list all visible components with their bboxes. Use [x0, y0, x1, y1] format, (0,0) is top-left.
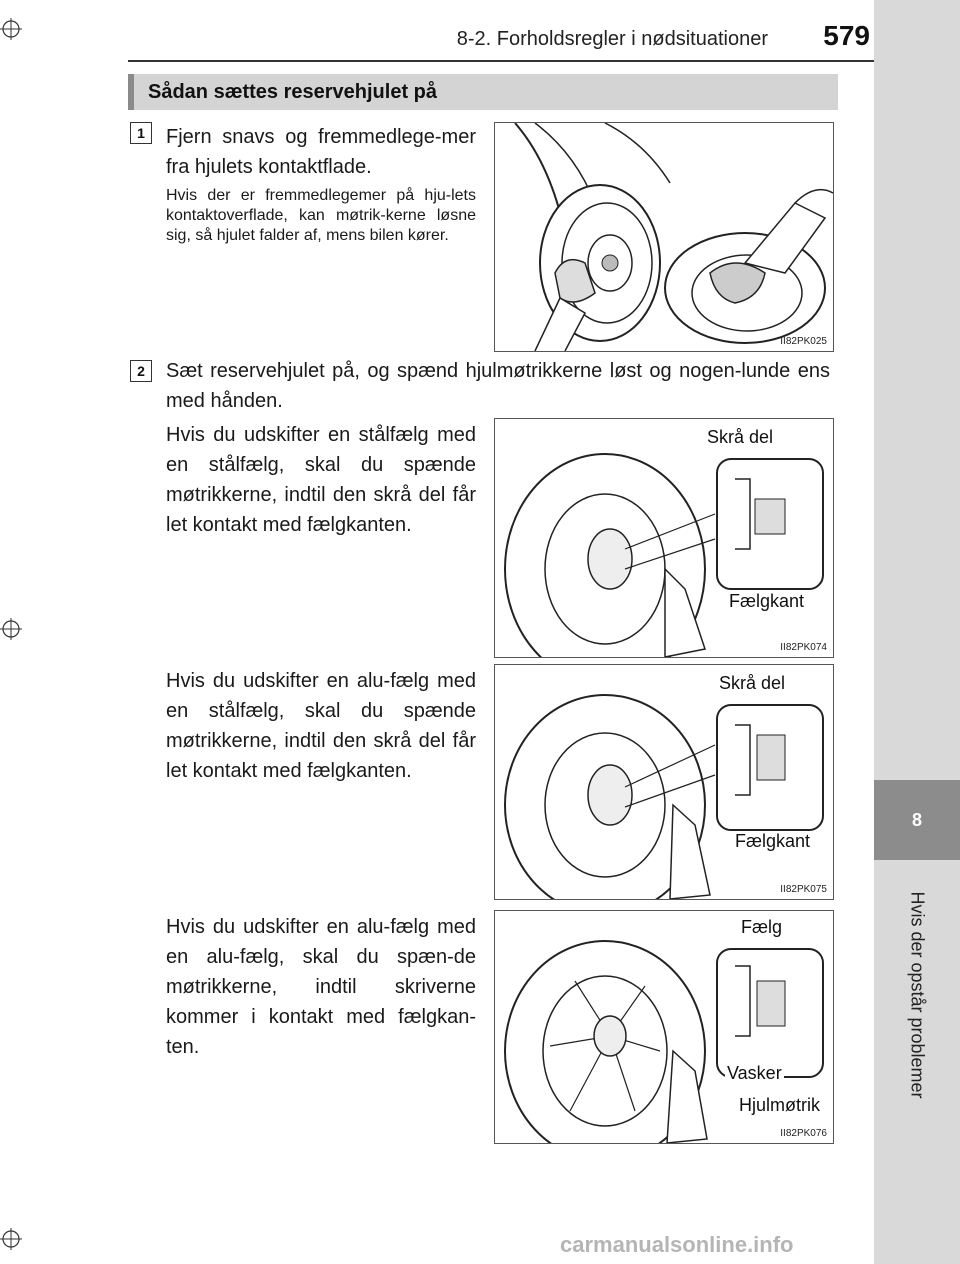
- figure-clean-contact-surface: [494, 122, 834, 352]
- page-number: 579: [823, 20, 870, 51]
- section-title-bar: [128, 74, 838, 110]
- figure-alu-to-alu: [494, 910, 834, 1144]
- step-1-note: Hvis der er fremmedlegemer på hju-lets kontaktoverflade, kan møtrik-kerne løsne sig, så hjulet falder af, mens bilen kører.: [166, 187, 476, 244]
- label-beveled-part: Skrå del: [707, 427, 774, 447]
- label-beveled-part: Skrå del: [719, 673, 786, 693]
- registration-mark-icon: [0, 1228, 22, 1250]
- figure-code: II82PK025: [780, 336, 827, 347]
- label-rim: Fælg: [741, 917, 783, 937]
- figure-code: II82PK074: [780, 642, 827, 653]
- header-rule: [128, 60, 874, 62]
- step-1-text: Fjern snavs og fremmedlege-mer fra hjulets kontaktflade.: [166, 126, 476, 178]
- watermark: carmanualsonline.info: [560, 1232, 794, 1257]
- registration-mark-icon: [0, 618, 22, 640]
- label-rim-edge: Fælgkant: [735, 831, 811, 851]
- chapter-number: 8: [874, 780, 960, 860]
- clean-wheel-illustration: [495, 123, 833, 351]
- case-alu-steel-text: Hvis du udskifter en alu-fælg med en stålfælg, skal du spænde møtrikkerne, indtil den skrå del får let kontakt med fælgkanten.: [166, 670, 476, 782]
- label-washer: Vasker: [727, 1063, 782, 1083]
- label-rim-edge: Fælgkant: [729, 591, 805, 611]
- figure-alu-to-steel: [494, 664, 834, 900]
- figure-code: II82PK076: [780, 1128, 827, 1139]
- figure-code: II82PK075: [780, 884, 827, 895]
- case-alu-alu-text: Hvis du udskifter en alu-fælg med en alu-fælg, skal du spæn-de møtrikkerne, indtil skriverne kommer i kontakt med fælgkan-ten.: [166, 916, 476, 1058]
- chapter-title: Hvis der opstår problemer: [907, 891, 928, 1099]
- figure-steel-to-steel: [494, 418, 834, 658]
- header-section-title: 8-2. Forholdsregler i nødsituationer: [456, 28, 768, 50]
- case-steel-steel-text: Hvis du udskifter en stålfælg med en stålfælg, skal du spænde møtrikkerne, indtil den skrå del får let kontakt med fælgkanten.: [166, 424, 476, 536]
- label-wheel-nut: Hjulmøtrik: [739, 1095, 820, 1115]
- step-2-text: Sæt reservehjulet på, og spænd hjulmøtrikkerne løst og nogen-lunde ens med hånden.: [166, 360, 830, 412]
- step-number-1: 1: [130, 122, 152, 144]
- step-number-2: 2: [130, 360, 152, 382]
- steel-wheel-alu-nut-illustration: [495, 665, 833, 899]
- registration-mark-icon: [0, 18, 22, 40]
- section-title: Sådan sættes reservehjulet på: [148, 81, 438, 103]
- steel-wheel-illustration: [495, 419, 833, 657]
